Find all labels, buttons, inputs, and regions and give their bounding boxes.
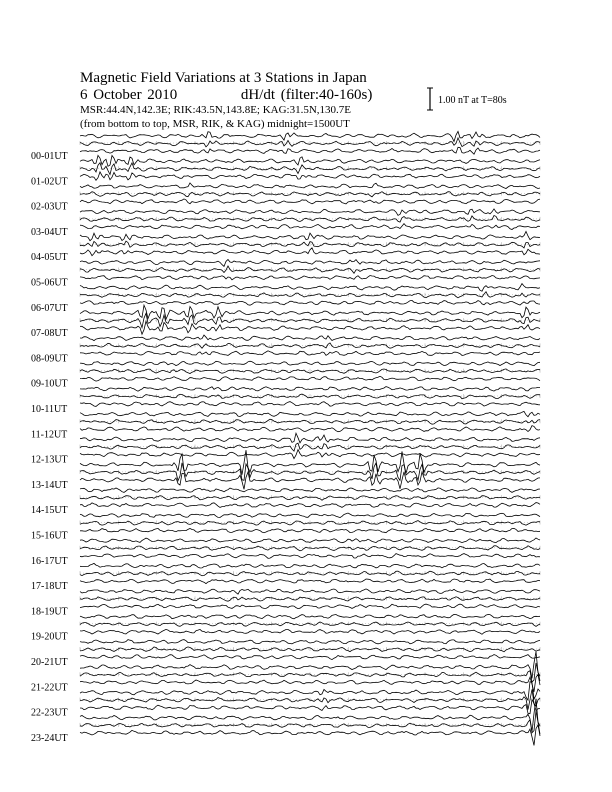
hour-label: 08-09UT (31, 353, 68, 365)
trace-kag (80, 589, 540, 594)
hour-label: 16-17UT (31, 555, 68, 567)
trace-kag (80, 411, 540, 416)
trace-kag (80, 387, 540, 392)
hour-label: 06-07UT (31, 302, 68, 314)
trace-msr (80, 199, 540, 204)
trace-msr (80, 503, 540, 508)
trace-kag (80, 260, 540, 267)
trace-kag (80, 361, 540, 366)
trace-msr (80, 629, 540, 634)
trace-msr (80, 579, 540, 584)
hour-label: 01-02UT (31, 176, 68, 188)
trace-rik (80, 711, 540, 734)
trace-msr (80, 472, 540, 490)
trace-kag (80, 335, 540, 341)
trace-msr (80, 300, 540, 305)
station-coordinates: MSR:44.4N,142.3E; RIK:43.5N,143.8E; KAG:31.5N,130.7E (80, 104, 352, 116)
trace-kag (80, 183, 540, 189)
trace-msr (80, 700, 540, 714)
trace-kag (80, 284, 540, 292)
trace-msr (80, 725, 540, 746)
trace-msr (80, 172, 540, 180)
trace-rik (80, 266, 540, 273)
trace-msr (80, 604, 540, 609)
trace-kag (80, 155, 540, 166)
hour-label: 04-05UT (31, 252, 68, 264)
hour-label: 07-08UT (31, 328, 68, 340)
hour-label: 17-18UT (31, 581, 68, 593)
date-label: 6 October 2010 (80, 87, 178, 103)
trace-msr (80, 248, 540, 256)
hour-label: 00-01UT (31, 151, 68, 162)
trace-kag (80, 131, 540, 141)
trace-rik (80, 443, 540, 451)
hour-label: 15-16UT (31, 530, 68, 542)
trace-rik (80, 163, 540, 175)
hour-label: 10-11UT (31, 404, 68, 415)
trace-kag (80, 538, 540, 543)
quantity-label: dH/dt (filter:40-160s) (240, 87, 373, 103)
trace-kag (80, 305, 540, 319)
hour-label: 11-12UT (31, 429, 68, 441)
trace-kag (80, 563, 540, 568)
trace-kag (80, 614, 540, 618)
trace-msr (80, 655, 540, 660)
trace-msr (80, 554, 540, 559)
hour-label: 14-15UT (31, 505, 68, 517)
trace-kag (80, 513, 540, 518)
trace-msr (80, 402, 540, 407)
hour-label: 13-14UT (31, 479, 68, 491)
trace-msr (80, 426, 540, 432)
trace-msr (80, 147, 540, 154)
scale-label: 1.00 nT at T=80s (438, 95, 507, 106)
chart-title: Magnetic Field Variations at 3 Stations in Japan (80, 70, 367, 86)
hour-label: 12-13UT (31, 454, 68, 466)
hour-label: 09-10UT (31, 378, 68, 390)
trace-kag (80, 433, 540, 443)
trace-kag (80, 209, 540, 215)
trace-msr (80, 276, 540, 280)
trace-msr (80, 528, 540, 532)
hour-label: 02-03UT (31, 201, 68, 213)
trace-kag (80, 488, 540, 493)
hour-label: 03-04UT (31, 226, 68, 238)
hour-label: 23-24UT (31, 732, 68, 744)
hour-label: 21-22UT (31, 682, 68, 694)
trace-kag (80, 640, 540, 644)
trace-msr (80, 351, 540, 356)
trace-kag (80, 682, 540, 701)
trace-msr (80, 675, 540, 692)
hour-label: 19-20UT (31, 631, 68, 643)
hour-label: 22-23UT (31, 707, 68, 719)
trace-msr (80, 224, 540, 230)
trace-msr (80, 376, 540, 381)
trace-kag (80, 232, 540, 241)
hour-label: 18-19UT (31, 606, 68, 618)
trace-msr (80, 450, 540, 459)
hour-label: 05-06UT (31, 277, 68, 289)
hour-label: 20-21UT (31, 657, 68, 668)
station-order-note: (from bottom to top, MSR, RIK, & KAG) midnight=1500UT (80, 118, 350, 130)
